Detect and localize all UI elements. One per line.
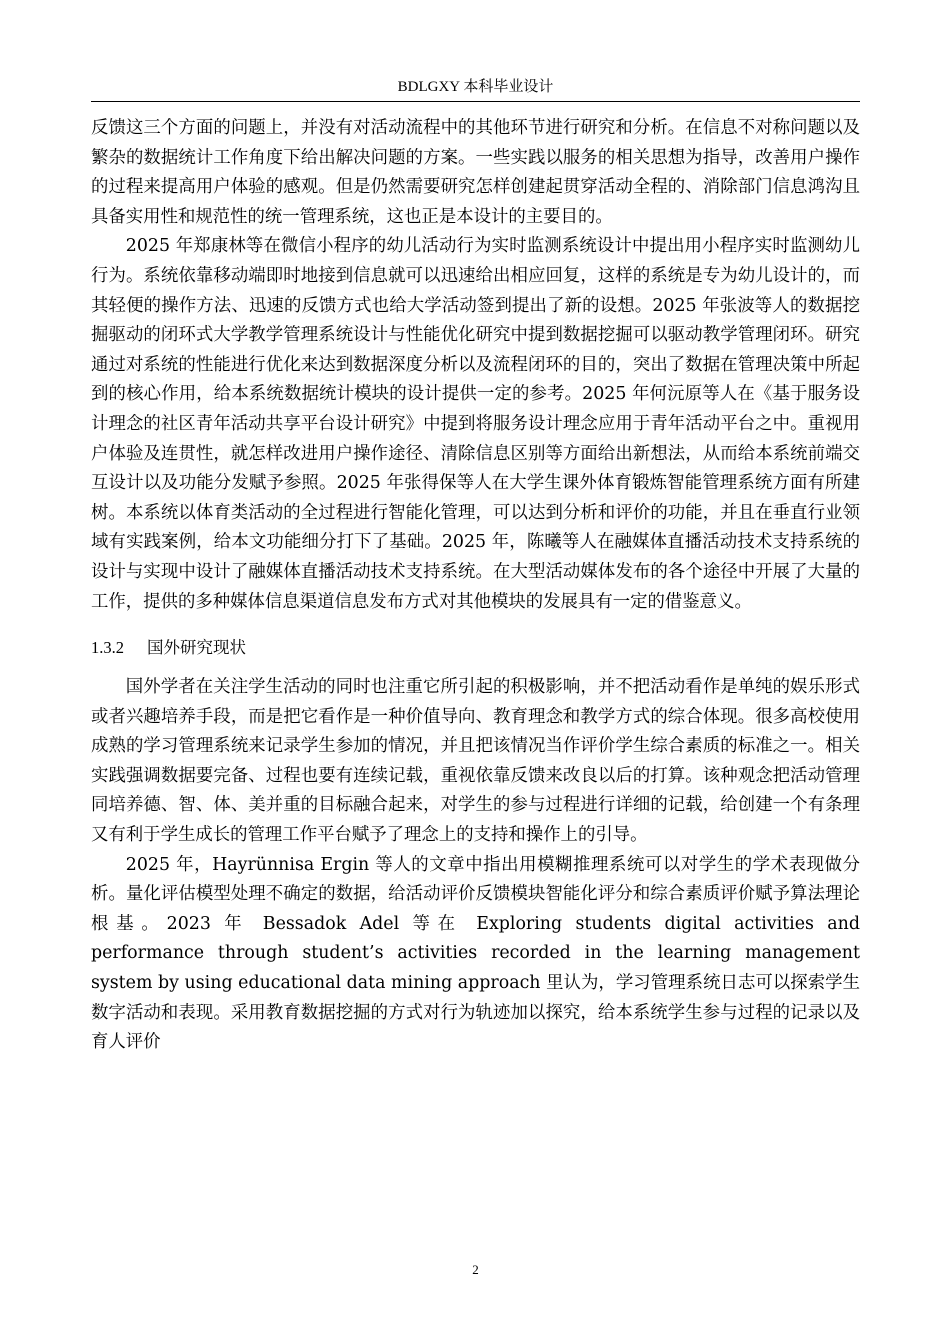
header-divider	[91, 101, 860, 102]
paragraph-1: 反馈这三个方面的问题上，并没有对活动流程中的其他环节进行研究和分析。在信息不对称问题以及繁杂的数据统计工作角度下给出解决问题的方案。一些实践以服务的相关思想为指导，改善用户操作的过程来提高用户体验的感观。但是仍然需要研究怎样创建起贯穿活动全程的、消除部门信息鸿沟且具备实用性和规范性的统一管理系统，这也正是本设计的主要目的。	[91, 118, 860, 227]
section-heading	[91, 633, 860, 663]
page-number: 2	[472, 1262, 479, 1277]
page-header: BDLGXY 本科毕业设计	[397, 79, 554, 95]
section-number: 1.3.2	[91, 638, 124, 658]
paragraph-3: 国外学者在关注学生活动的同时也注重它所引起的积极影响，并不把活动看作是单纯的娱乐形式或者兴趣培养手段，而是把它看作是一种价值导向、教育理念和教学方式的综合体现。很多高校使用成熟的学习管理系统来记录学生参加的情况，并且把该情况当作评价学生综合素质的标准之一。相关实践强调数据要完备、过程也要有连续记载，重视依靠反馈来改良以后的打算。该种观念把活动管理同培养德、智、体、美并重的目标融合起来，对学生的参与过程进行详细的记载，给创建一个有条理又有利于学生成长的管理工作平台赋予了理念上的支持和操作上的引导。	[91, 677, 860, 846]
paragraph-4: 2025 年，Hayrünnisa Ergin 等人的文章中指出用模糊推理系统可以对学生的学术表现做分析。量化评估模型处理不确定的数据，给活动评价反馈模块智能化评分和综合素质评价赋予算法理论根基。2023 年 Bessadok Adel 等在 Exploring students digital activities and performance through student’s activities recorded in the learning management system by using educational data mining approach 里认为，学习管理系统日志可以探索学生数字活动和表现。采用教育数据挖掘的方式对行为轨迹加以探究，给本系统学生参与过程的记录以及育人评价	[91, 854, 860, 1053]
section-title: 国外研究现状	[147, 638, 246, 658]
document-body	[91, 114, 860, 1058]
paragraph-2: 2025 年郑康林等在微信小程序的幼儿活动行为实时监测系统设计中提出用小程序实时监测幼儿行为。系统依靠移动端即时地接到信息就可以迅速给出相应回复，这样的系统是专为幼儿设计的，而其轻便的操作方法、迅速的反馈方式也给大学活动签到提出了新的设想。2025 年张波等人的数据挖掘驱动的闭环式大学教学管理系统设计与性能优化研究中提到数据挖掘可以驱动教学管理闭环。研究通过对系统的性能进行优化来达到数据深度分析以及流程闭环的目的，突出了数据在管理决策中所起到的核心作用，给本系统数据统计模块的设计提供一定的参考。2025 年何沅原等人在《基于服务设计理念的社区青年活动共享平台设计研究》中提到将服务设计理念应用于青年活动平台之中。重视用户体验及连贯性，就怎样改进用户操作途径、清除信息区别等方面给出新想法，从而给本系统前端交互设计以及功能分发赋予参照。2025 年张得保等人在大学生课外体育锻炼智能管理系统方面有所建树。本系统以体育类活动的全过程进行智能化管理，可以达到分析和评价的功能，并且在垂直行业领域有实践案例，给本文功能细分打下了基础。2025 年，陈曦等人在融媒体直播活动技术支持系统的设计与实现中设计了融媒体直播活动技术支持系统。在大型活动媒体发布的各个途径中开展了大量的工作，提供的多种媒体信息渠道信息发布方式对其他模块的发展具有一定的借鉴意义。	[91, 236, 860, 612]
